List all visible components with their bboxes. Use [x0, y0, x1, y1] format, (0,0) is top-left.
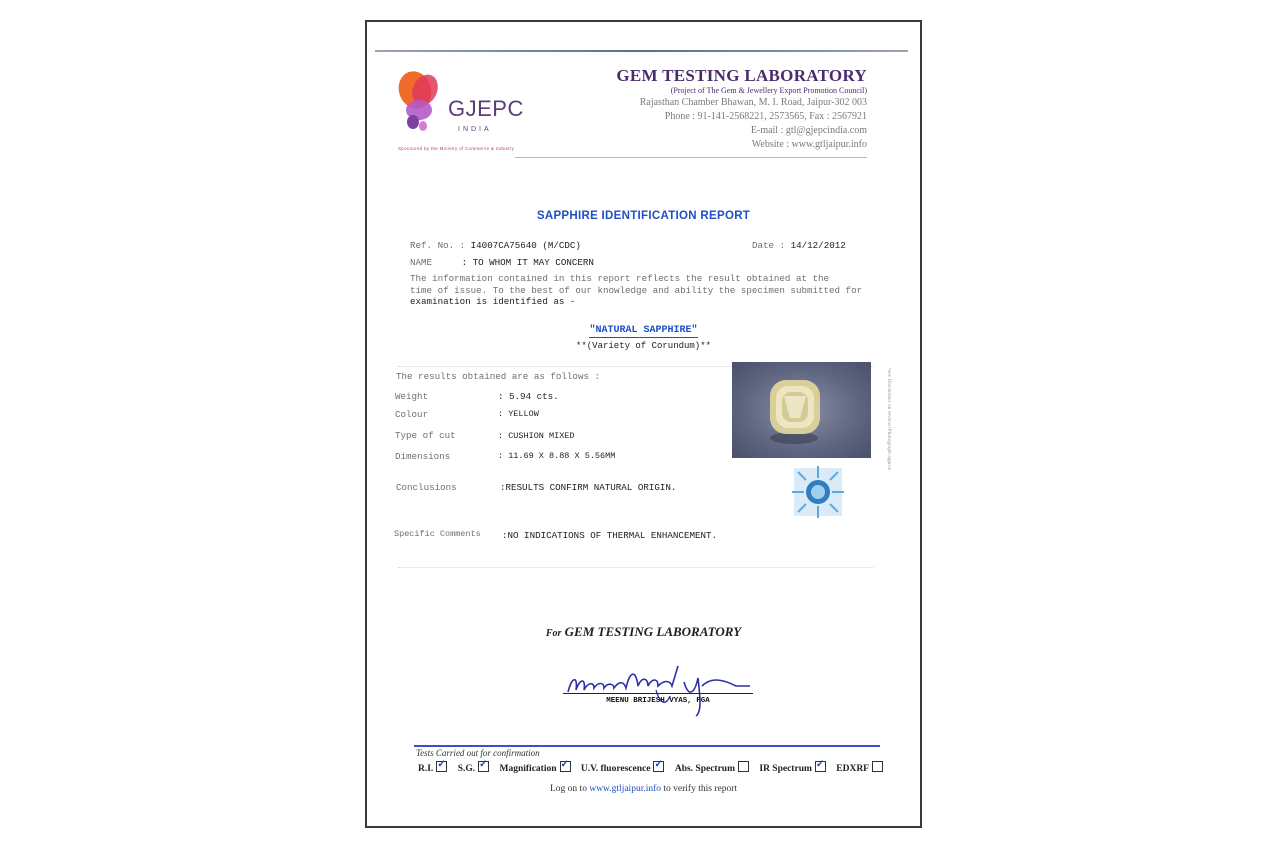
- logon-suffix: to verify this report: [663, 784, 737, 794]
- result-label-dimensions: Dimensions: [395, 451, 451, 462]
- intro-line-2: time of issue. To the best of our knowledge and ability the specimen submitted for: [410, 285, 863, 296]
- checkbox-empty-icon: [738, 761, 749, 772]
- name-value: : TO WHOM IT MAY CONCERN: [461, 257, 594, 268]
- lab-address: Rajasthan Chamber Bhawan, M. I. Road, Jaipur-302 003: [639, 97, 867, 108]
- test-ri: R.I.✓: [418, 761, 447, 774]
- date-value: 14/12/2012: [790, 240, 846, 251]
- test-uv-fluorescence: U.V. fluorescence✓: [581, 761, 665, 774]
- identification-result: [365, 325, 922, 336]
- lab-name: GEM TESTING LABORATORY: [616, 66, 867, 85]
- header-rule: [515, 157, 867, 158]
- conclusions-label: Conclusions: [396, 482, 457, 493]
- lab-website: Website : www.gtljaipur.info: [751, 139, 867, 150]
- hologram-seal-icon: [790, 464, 846, 520]
- logo-sponsor-text: Sponsored by the Ministry of Commerce & Industry: [398, 146, 515, 151]
- signer-name: MEENU BRIJESH VYAS, FGA: [606, 697, 710, 705]
- comments-value: :NO INDICATIONS OF THERMAL ENHANCEMENT.: [502, 530, 718, 541]
- for-prefix: For: [545, 628, 562, 639]
- date-row: [752, 240, 846, 251]
- lab-phone: Phone : 91-141-2568221, 2573565, Fax : 2567921: [664, 111, 867, 122]
- verify-line: [365, 784, 922, 794]
- ref-row: [410, 240, 581, 251]
- checkbox-checked-icon: [815, 761, 826, 772]
- result-label-cut: Type of cut: [395, 430, 456, 441]
- checkbox-checked-icon: [653, 761, 664, 772]
- result-value-colour: : YELLOW: [498, 409, 539, 419]
- sapphire-gem-icon: [732, 362, 871, 458]
- for-lab-name: GEM TESTING LABORATORY: [564, 624, 742, 639]
- verify-link[interactable]: www.gtljaipur.info: [589, 784, 662, 794]
- test-ir-spectrum: IR Spectrum✓: [759, 761, 826, 774]
- test-sg: S.G.✓: [458, 761, 489, 774]
- logo-wordmark: GJEPC: [448, 96, 524, 121]
- gemstone-photo: [732, 362, 871, 458]
- results-intro: The results obtained are as follows :: [396, 371, 600, 382]
- gjepc-logo-icon: [395, 68, 447, 138]
- footer-rule: [414, 745, 880, 747]
- ref-number: I4007CA75640 (M/CDC): [470, 240, 581, 251]
- identification-text: "NATURAL SAPPHIRE": [589, 325, 698, 336]
- tests-caption: Tests Carried out for confirmation: [416, 748, 540, 758]
- lab-email: E-mail : gtl@gjepcindia.com: [750, 125, 867, 136]
- ref-label: Ref. No. :: [410, 240, 466, 251]
- result-value-cut: : CUSHION MIXED: [498, 431, 575, 441]
- result-value-weight: : 5.94 cts.: [498, 391, 559, 402]
- report-title: SAPPHIRE IDENTIFICATION REPORT: [536, 210, 751, 222]
- name-label: NAME: [410, 257, 433, 268]
- result-label-colour: Colour: [395, 409, 429, 420]
- logo-country: INDIA: [458, 126, 492, 133]
- intro-line-3: examination is identified as -: [410, 296, 576, 307]
- lab-project: (Project of The Gem & Jewellery Export Promotion Council): [670, 86, 867, 95]
- signature-rule: [563, 693, 753, 694]
- for-lab-line: [365, 624, 922, 640]
- logon-prefix: Log on to: [550, 784, 587, 794]
- conclusions-value: :RESULTS CONFIRM NATURAL ORIGIN.: [500, 482, 677, 493]
- checkbox-checked-icon: [478, 761, 489, 772]
- test-magnification: Magnification✓: [500, 761, 571, 774]
- checkbox-checked-icon: [560, 761, 571, 772]
- name-row: [410, 257, 594, 268]
- test-abs-spectrum: Abs. Spectrum: [675, 761, 749, 774]
- result-value-dimensions: : 11.69 X 8.88 X 5.56MM: [498, 451, 616, 461]
- checkbox-checked-icon: [436, 761, 447, 772]
- intro-line-1: The information contained in this report reflects the result obtained at the: [410, 273, 830, 284]
- checkbox-empty-icon: [872, 761, 883, 772]
- comments-label: Specific Comments: [394, 529, 481, 539]
- result-label-weight: Weight: [395, 391, 429, 402]
- tests-list: [418, 761, 898, 774]
- top-rule: [375, 50, 908, 52]
- handwritten-signature: [560, 656, 760, 718]
- side-disclaimer: •see Disclaimer on reverse•Photograph approx: [886, 368, 892, 471]
- faint-rule-2: [398, 567, 874, 569]
- test-edxrf: EDXRF: [836, 761, 883, 774]
- variety-text: **(Variety of Corundum)**: [575, 341, 712, 351]
- date-label: Date :: [752, 240, 786, 251]
